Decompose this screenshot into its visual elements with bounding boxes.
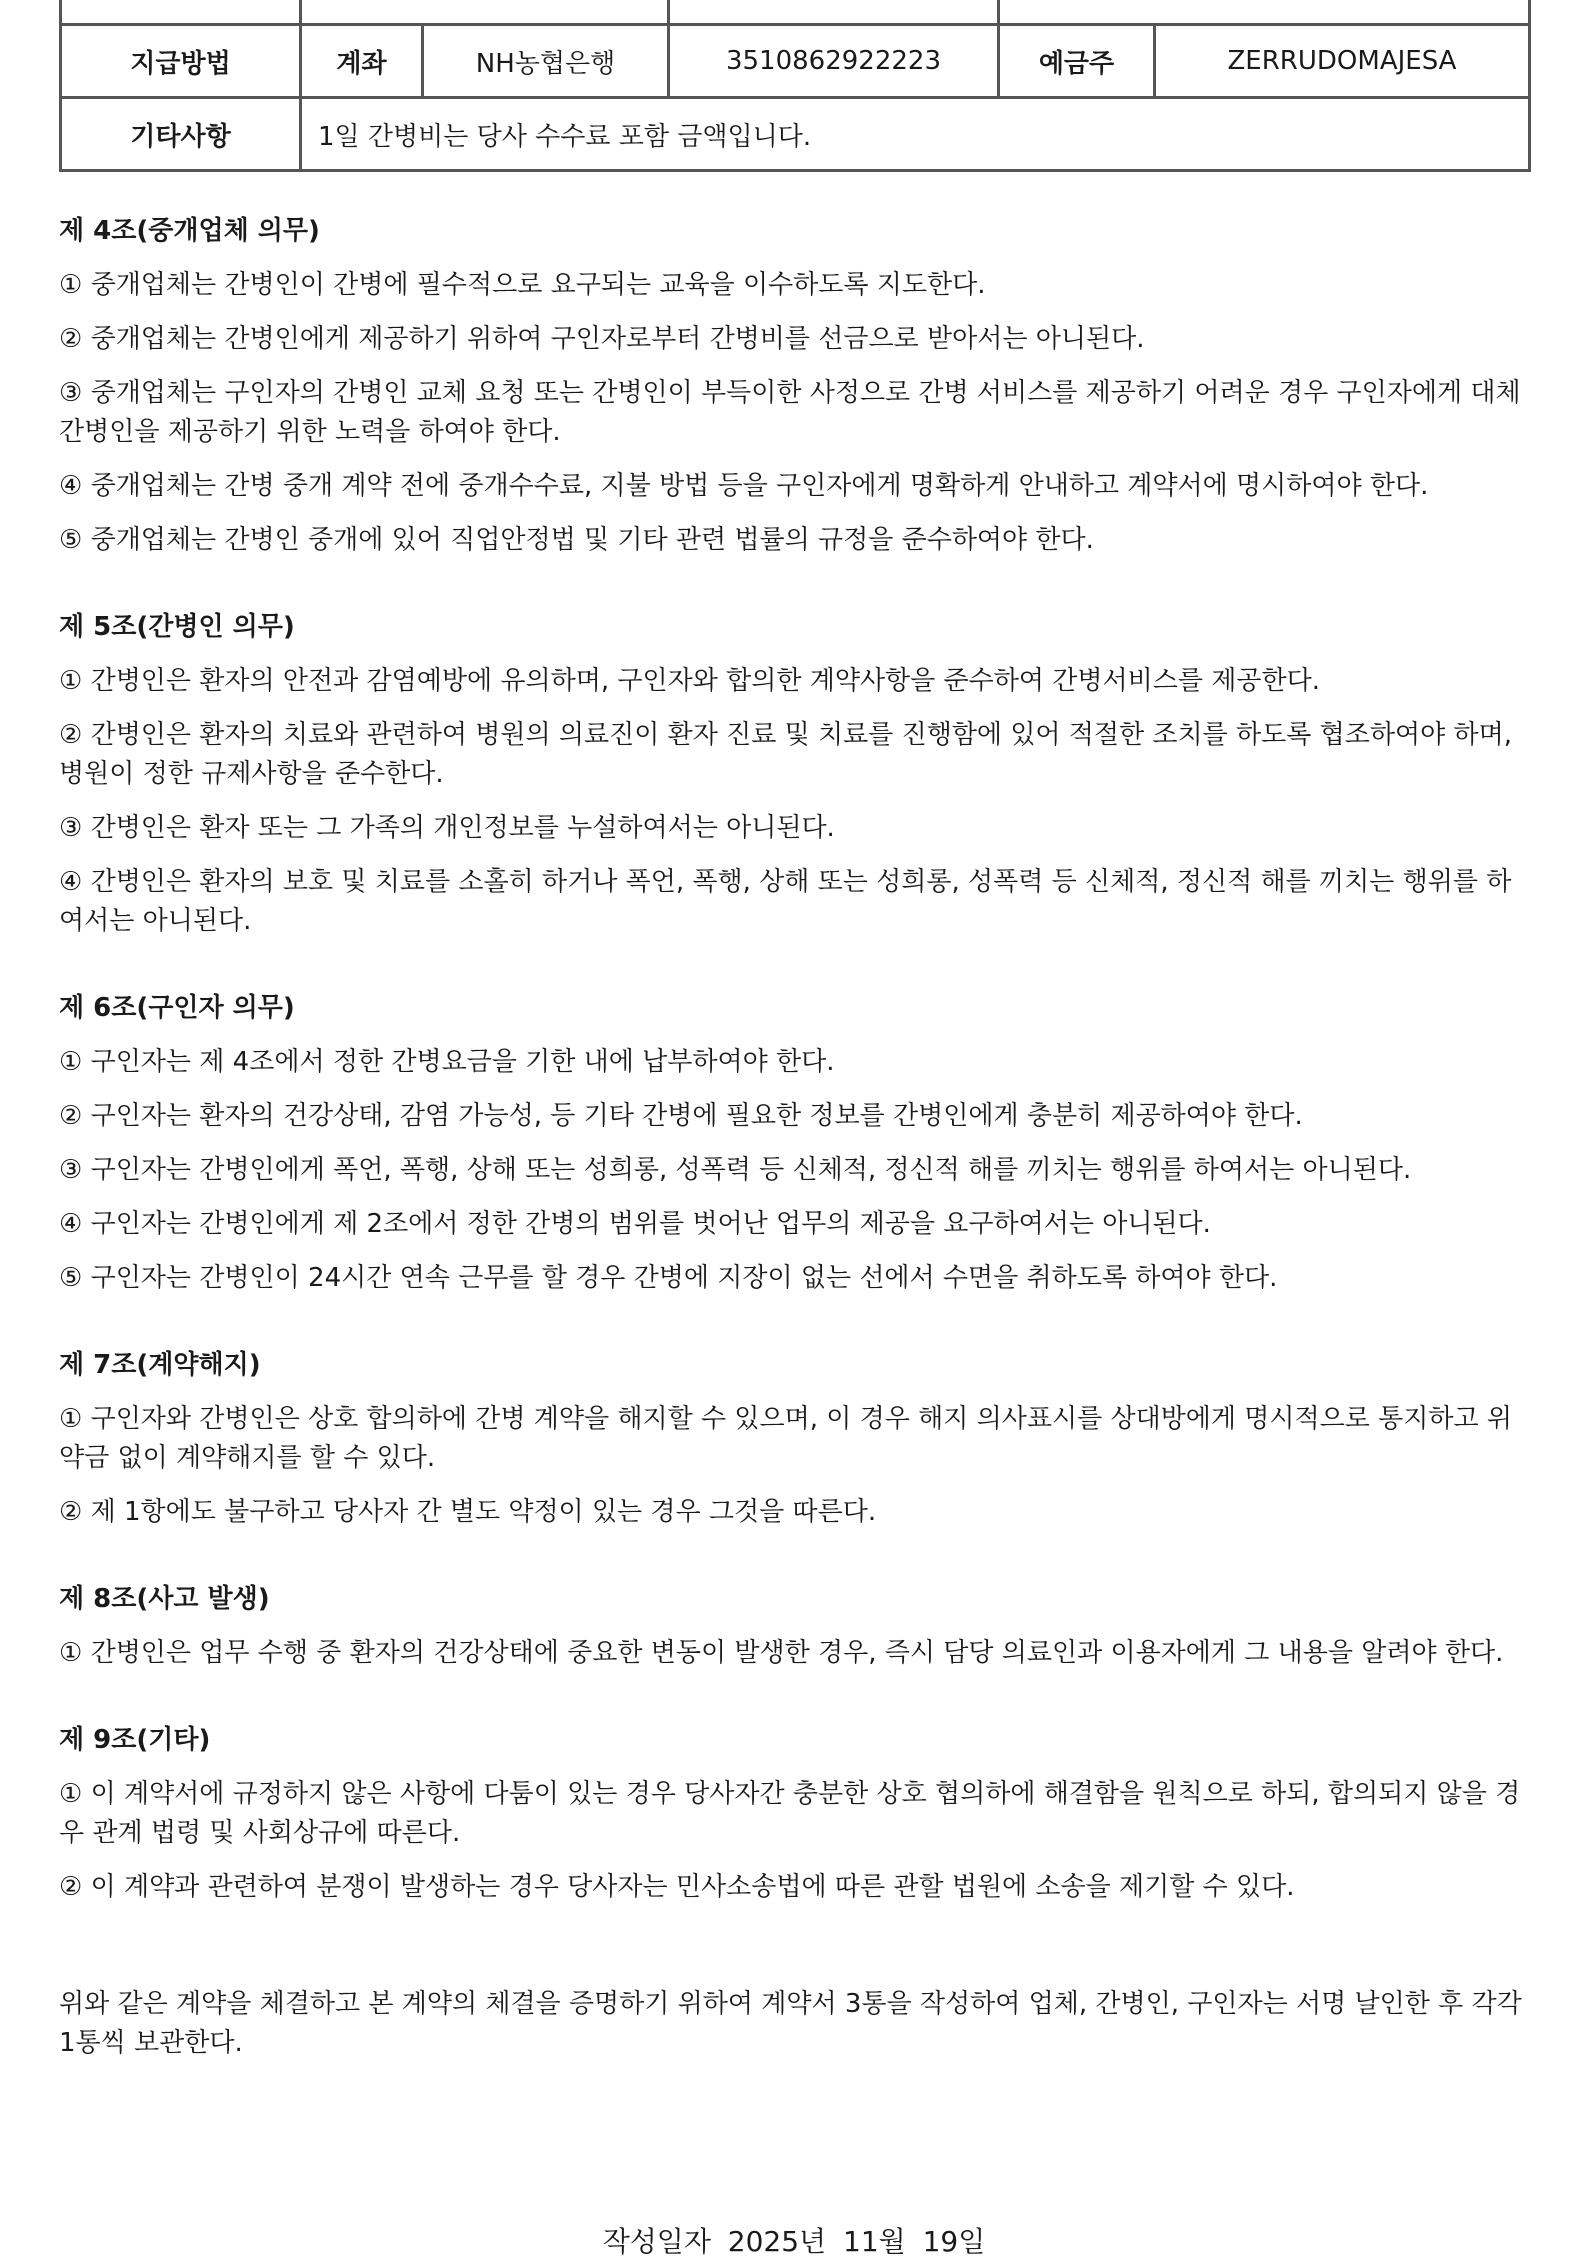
- article-4: [59, 212, 1529, 560]
- payment-method-label: 지급방법: [61, 25, 301, 98]
- article-5: [59, 608, 1529, 941]
- account-holder-name: ZERRUDOMAJESA: [1155, 25, 1530, 98]
- article-6: [59, 989, 1529, 1298]
- account-label: 계좌: [301, 25, 423, 98]
- payment-method-row: [61, 25, 1530, 98]
- clause: ② 이 계약과 관련하여 분쟁이 발생하는 경우 당사자는 민사소송법에 따른 관할 법원에 소송을 제기할 수 있다.: [59, 1872, 1295, 1902]
- bank-name: NH농협은행: [423, 25, 669, 98]
- clause: ③ 중개업체는 구인자의 간병인 교체 요청 또는 간병인이 부득이한 사정으로 간병 서비스를 제공하기 어려운 경우 구인자에게 대체 간병인을 제공하기 위한 노력을 하여야 한다.: [59, 378, 1521, 447]
- clause: ③ 구인자는 간병인에게 폭언, 폭행, 상해 또는 성희롱, 성폭력 등 신체적, 정신적 해를 끼치는 행위를 하여서는 아니된다.: [59, 1155, 1412, 1185]
- clause: ⑤ 중개업체는 간병인 중개에 있어 직업안정법 및 기타 관련 법률의 규정을 준수하여야 한다.: [59, 525, 1094, 555]
- table-row: [61, 0, 1530, 25]
- closing-statement: 위와 같은 계약을 체결하고 본 계약의 체결을 증명하기 위하여 계약서 3통을 작성하여 업체, 간병인, 구인자는 서명 날인한 후 각각 1통씩 보관한다.: [59, 1989, 1522, 2058]
- clause: ① 간병인은 업무 수행 중 환자의 건강상태에 중요한 변동이 발생한 경우, 즉시 담당 의료인과 이용자에게 그 내용을 알려야 한다.: [59, 1638, 1504, 1668]
- article-title: 제 5조(간병인 의무): [59, 612, 295, 642]
- clause: ① 간병인은 환자의 안전과 감염예방에 유의하며, 구인자와 합의한 계약사항을 준수하여 간병서비스를 제공한다.: [59, 666, 1320, 696]
- clause: ④ 중개업체는 간병 중개 계약 전에 중개수수료, 지불 방법 등을 구인자에게 명확하게 안내하고 계약서에 명시하여야 한다.: [59, 471, 1429, 501]
- account-holder-label: 예금주: [999, 25, 1155, 98]
- remarks-value: 1일 간병비는 당사 수수료 포함 금액입니다.: [301, 98, 1530, 171]
- remarks-row: [61, 98, 1530, 171]
- article-title: 제 4조(중개업체 의무): [59, 216, 320, 246]
- remarks-label: 기타사항: [61, 98, 301, 171]
- article-title: 제 6조(구인자 의무): [59, 993, 295, 1023]
- article-9: [59, 1721, 1529, 1907]
- date-day: 19일: [922, 2225, 986, 2258]
- table-cell: [999, 0, 1530, 25]
- date-label: 작성일자: [602, 2225, 711, 2258]
- table-cell: [301, 0, 669, 25]
- clause: ⑤ 구인자는 간병인이 24시간 연속 근무를 할 경우 간병에 지장이 없는 선에서 수면을 취하도록 하여야 한다.: [59, 1263, 1278, 1293]
- contract-articles: [59, 212, 1529, 2063]
- date-month: 11월: [843, 2225, 906, 2258]
- clause: ① 이 계약서에 규정하지 않은 사항에 다툼이 있는 경우 당사자간 충분한 상호 협의하에 해결함을 원칙으로 하되, 합의되지 않을 경우 관계 법령 및 사회상규에 따른다.: [59, 1779, 1521, 1848]
- clause: ② 중개업체는 간병인에게 제공하기 위하여 구인자로부터 간병비를 선금으로 받아서는 아니된다.: [59, 324, 1145, 354]
- clause: ① 구인자는 제 4조에서 정한 간병요금을 기한 내에 납부하여야 한다.: [59, 1047, 835, 1077]
- article-title: 제 8조(사고 발생): [59, 1584, 270, 1614]
- clause: ② 제 1항에도 불구하고 당사자 간 별도 약정이 있는 경우 그것을 따른다.: [59, 1497, 877, 1527]
- article-7: [59, 1346, 1529, 1532]
- article-title: 제 9조(기타): [59, 1725, 211, 1755]
- clause: ④ 간병인은 환자의 보호 및 치료를 소홀히 하거나 폭언, 폭행, 상해 또는 성희롱, 성폭력 등 신체적, 정신적 해를 끼치는 행위를 하여서는 아니된다.: [59, 867, 1512, 936]
- article-8: [59, 1580, 1529, 1673]
- clause: ① 구인자와 간병인은 상호 합의하에 간병 계약을 해지할 수 있으며, 이 경우 해지 의사표시를 상대방에게 명시적으로 통지하고 위약금 없이 계약해지를 할 수 있다.: [59, 1404, 1512, 1473]
- clause: ① 중개업체는 간병인이 간병에 필수적으로 요구되는 교육을 이수하도록 지도한다.: [59, 270, 986, 300]
- article-title: 제 7조(계약해지): [59, 1350, 261, 1380]
- clause: ② 구인자는 환자의 건강상태, 감염 가능성, 등 기타 간병에 필요한 정보를 간병인에게 충분히 제공하여야 한다.: [59, 1101, 1303, 1131]
- table-cell: [669, 0, 999, 25]
- account-number: 3510862922223: [669, 25, 999, 98]
- table-cell: [61, 0, 301, 25]
- clause: ② 간병인은 환자의 치료와 관련하여 병원의 의료진이 환자 진료 및 치료를 진행함에 있어 적절한 조치를 하도록 협조하여야 하며, 병원이 정한 규제사항을 준수한다.: [59, 720, 1512, 789]
- clause: ③ 간병인은 환자 또는 그 가족의 개인정보를 누설하여서는 아니된다.: [59, 813, 835, 843]
- written-date: [0, 2222, 1588, 2262]
- date-year: 2025년: [727, 2225, 827, 2258]
- clause: ④ 구인자는 간병인에게 제 2조에서 정한 간병의 범위를 벗어난 업무의 제공을 요구하여서는 아니된다.: [59, 1209, 1211, 1239]
- payment-table: [59, 0, 1531, 172]
